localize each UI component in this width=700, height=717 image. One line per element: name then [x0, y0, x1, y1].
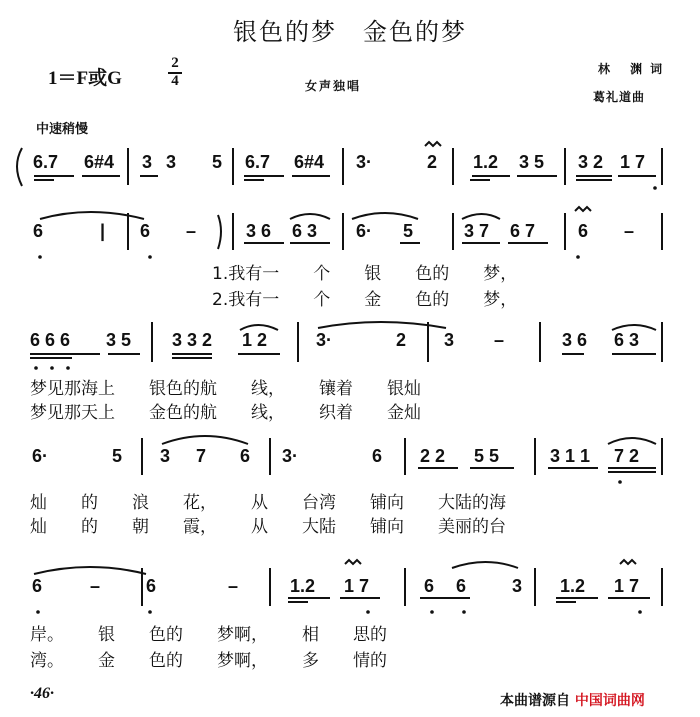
lyricist-credit: 林 渊词: [598, 62, 671, 76]
note: 6: [240, 446, 251, 466]
source-site-link[interactable]: 中国词曲网: [574, 693, 645, 709]
score-line-2: [0, 205, 700, 310]
note: 6: [456, 576, 467, 596]
note: –: [186, 221, 197, 241]
lyrics-verse-1: 1.我有一 个 银 色的 梦，: [212, 264, 518, 284]
score-line-1: [0, 140, 700, 200]
page-number: ·46·: [30, 685, 54, 702]
note: 7 2: [614, 446, 640, 466]
note: 2: [427, 152, 438, 172]
note: 3: [166, 152, 177, 172]
note: 6: [140, 221, 151, 241]
note: 1 7: [344, 576, 370, 596]
lyrics-verse-2: 灿 的 朝 霞， 从 大陆 铺向 美丽的台: [30, 517, 506, 537]
note: 3·: [356, 152, 373, 172]
lyrics-verse-2: 2.我有一 个 金 色的 梦，: [212, 290, 518, 310]
note: 2 2: [420, 446, 446, 466]
source-label: 本曲谱源自: [500, 693, 570, 709]
note: 1.2: [473, 152, 499, 172]
time-signature-bottom: 4: [171, 73, 179, 89]
note: 6 6 6: [30, 330, 71, 350]
lyrics-verse-2: 湾。 金 色的 梦啊， 多 情的: [30, 651, 387, 671]
note: 1.2: [560, 576, 586, 596]
tempo-marking: 中速稍慢: [36, 122, 89, 137]
score-line-3: [0, 318, 700, 423]
note: 6·: [356, 221, 373, 241]
time-signature: [168, 56, 182, 89]
note: 6 7: [510, 221, 536, 241]
note: 6#4: [294, 152, 325, 172]
note: 1.2: [290, 576, 316, 596]
note: 3 6: [562, 330, 588, 350]
note: 3: [160, 446, 171, 466]
note: 6·: [32, 446, 49, 466]
note: 6: [578, 221, 589, 241]
note: 1 7: [614, 576, 640, 596]
note: 5: [403, 221, 414, 241]
lyrics-verse-1: 灿 的 浪 花， 从 台湾 铺向 大陆的海: [30, 493, 506, 513]
note: 3 6: [246, 221, 272, 241]
note: 2: [396, 330, 407, 350]
note: 3·: [316, 330, 333, 350]
lyrics-verse-2: 梦见那天上 金色的航 线， 织着 金灿: [30, 403, 421, 423]
score-line-5: [0, 558, 700, 671]
note: –: [90, 576, 101, 596]
note: –: [624, 221, 635, 241]
note: 3 5: [106, 330, 132, 350]
source-credit: [500, 690, 645, 710]
note: 3 3 2: [172, 330, 213, 350]
score-line-4: [0, 430, 700, 537]
note: 6 3: [292, 221, 318, 241]
note: 6: [424, 576, 435, 596]
note: 5: [212, 152, 223, 172]
note: 6.7: [33, 152, 59, 172]
page-title: 银色的梦 金色的梦: [233, 18, 467, 46]
note: 6#4: [84, 152, 115, 172]
composer-credit: 葛礼道曲: [593, 90, 646, 104]
note: 3 7: [464, 221, 490, 241]
note: 6 3: [614, 330, 640, 350]
note: 3·: [282, 446, 299, 466]
note: 5 5: [474, 446, 500, 466]
note: 1 2: [242, 330, 268, 350]
note: 6: [372, 446, 383, 466]
lyrics-verse-1: 岸。 银 色的 梦啊， 相 思的: [30, 625, 387, 645]
note: 6: [146, 576, 157, 596]
note: –: [494, 330, 505, 350]
lyrics-verse-1: 梦见那海上 银色的航 线， 镶着 银灿: [30, 379, 421, 399]
note: –: [228, 576, 239, 596]
time-signature-top: 2: [168, 56, 182, 74]
note: 1 7: [620, 152, 646, 172]
note: 3 1 1: [550, 446, 591, 466]
note: 7: [196, 446, 207, 466]
key-signature: 1＝F或G: [48, 68, 122, 89]
note: 5: [112, 446, 123, 466]
note: 3: [142, 152, 153, 172]
note: |: [100, 221, 106, 241]
note: 6: [33, 221, 44, 241]
performance-type: 女声独唱: [305, 79, 362, 93]
note: 6.7: [245, 152, 271, 172]
note: 3: [512, 576, 523, 596]
note: 3 5: [519, 152, 545, 172]
note: 3 2: [578, 152, 604, 172]
note: 3: [444, 330, 455, 350]
note: 6: [32, 576, 43, 596]
